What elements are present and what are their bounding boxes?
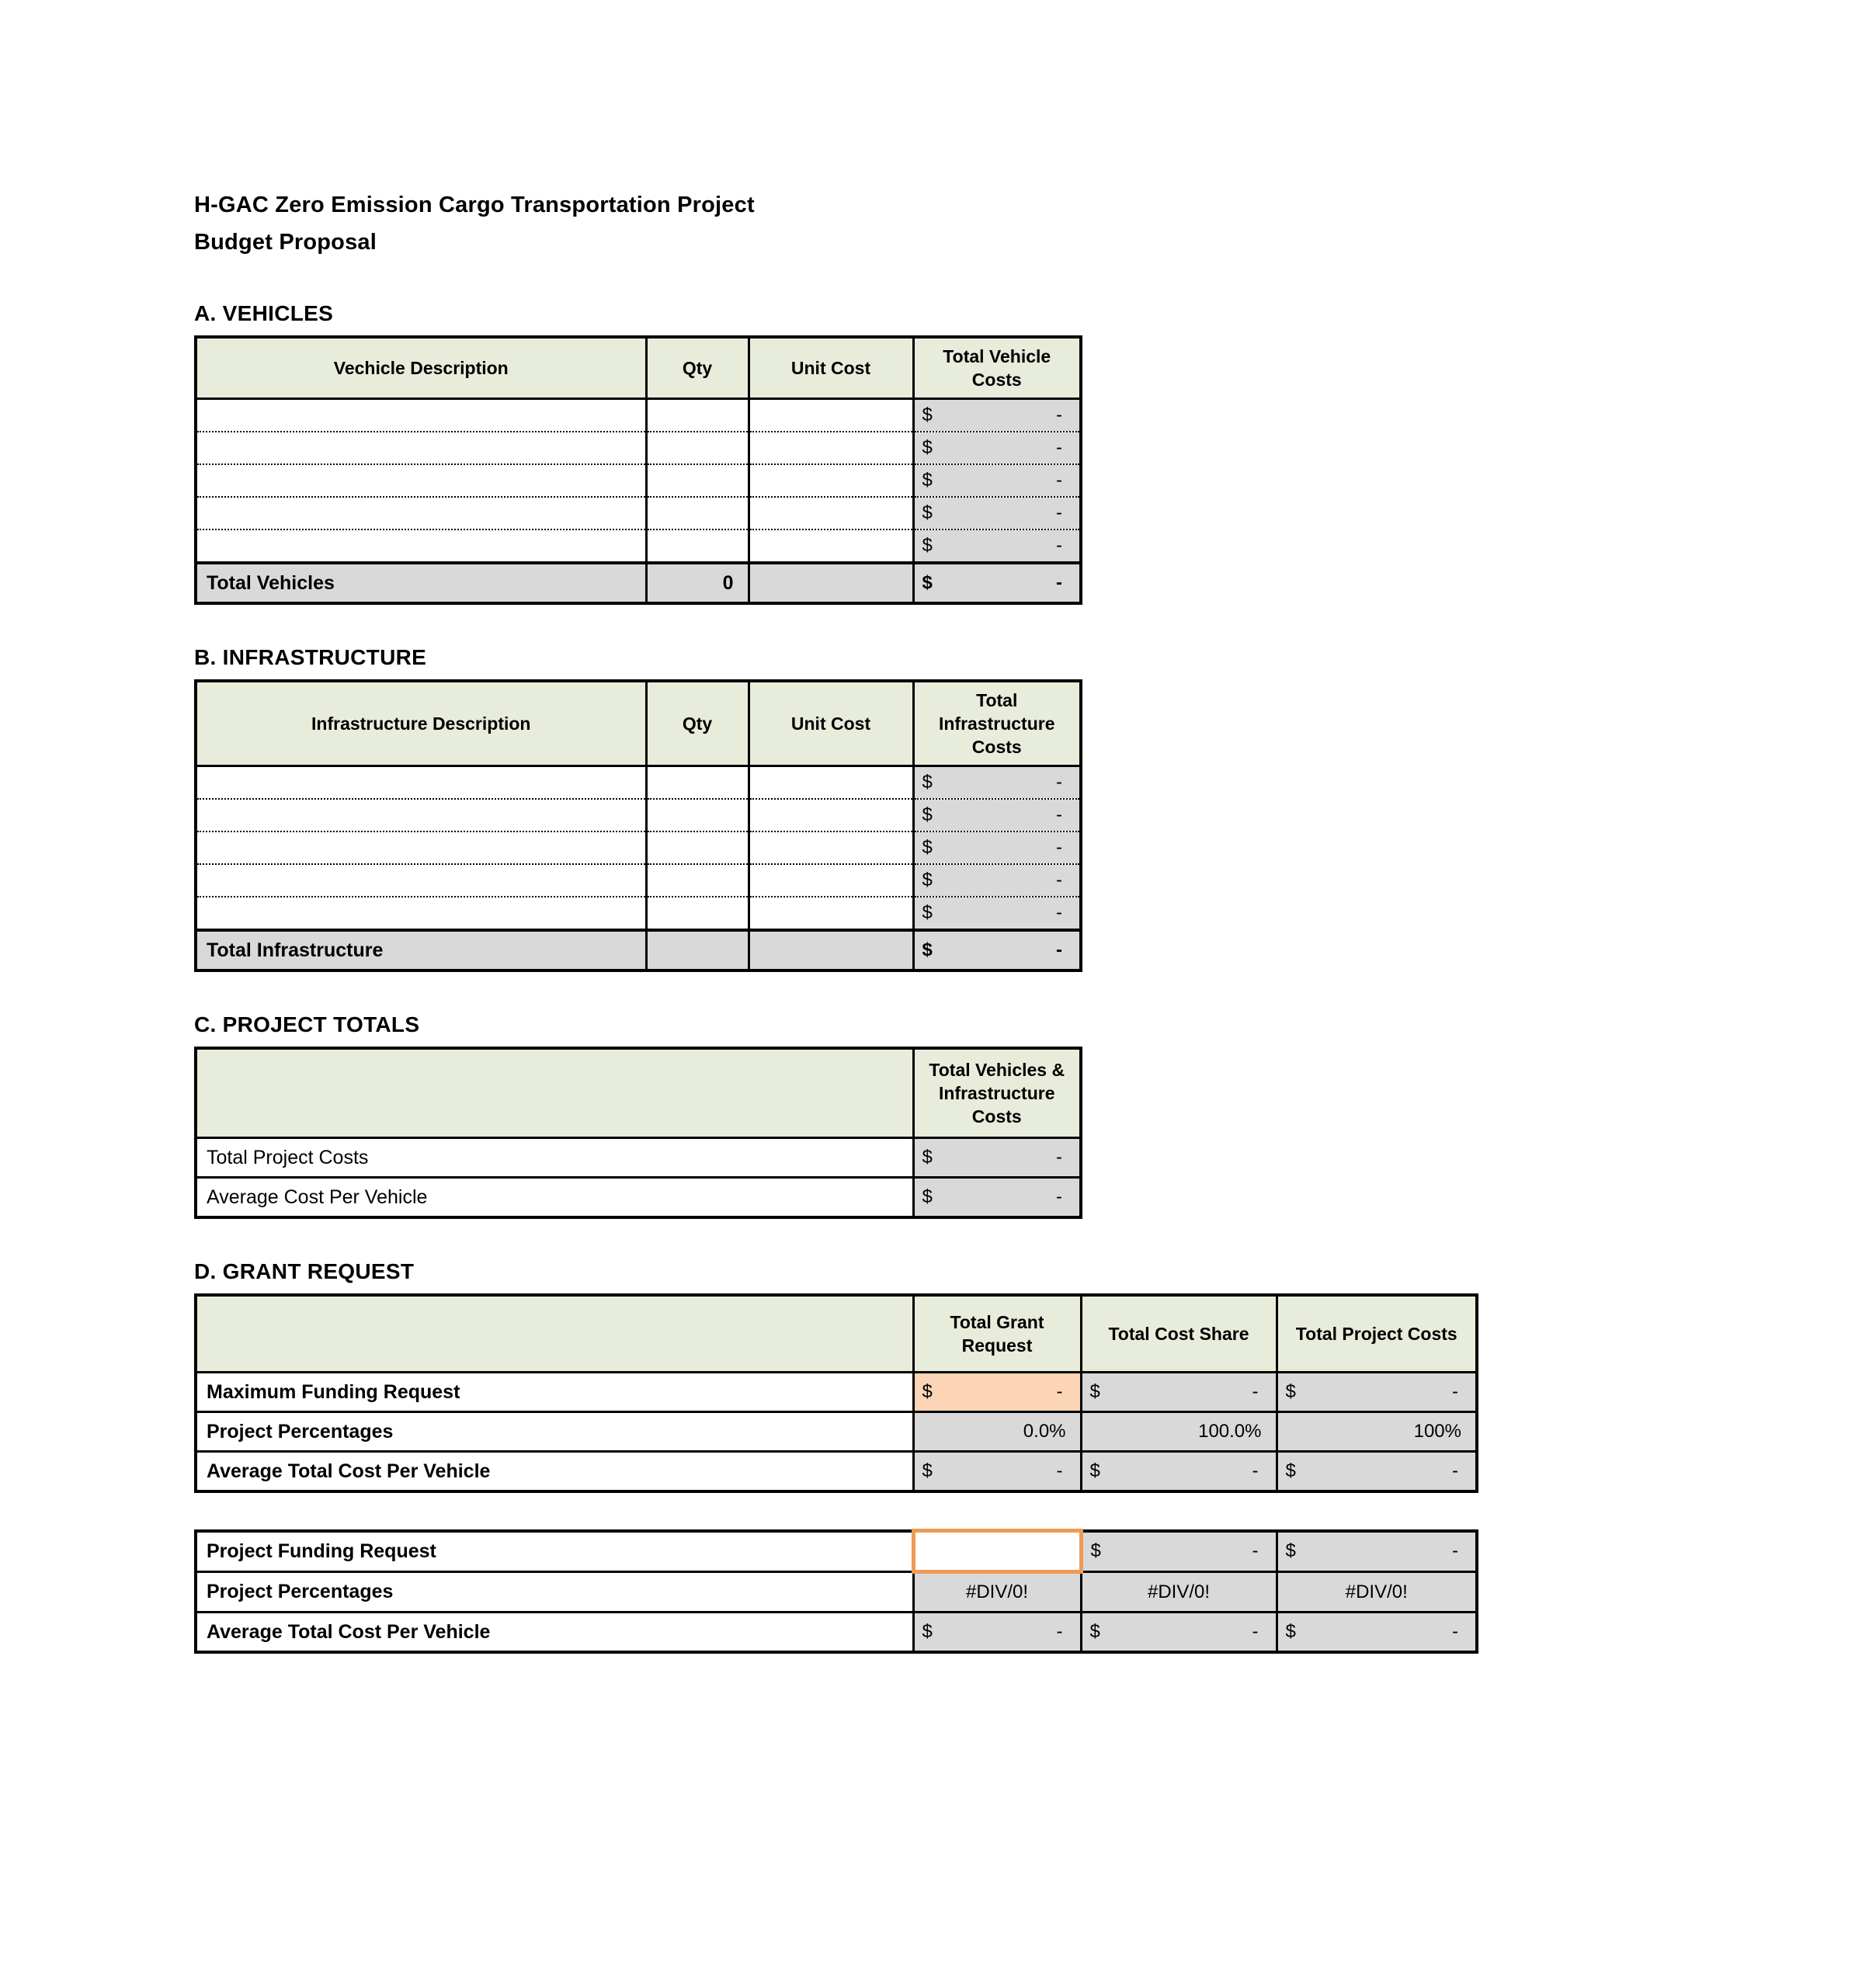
vehicle-description-cell[interactable] (196, 432, 646, 464)
vehicle-qty-cell[interactable] (646, 497, 749, 529)
project-funding-project-value (1277, 1531, 1477, 1572)
total-vehicles-qty: 0 (646, 563, 749, 603)
vehicle-qty-cell[interactable] (646, 399, 749, 432)
amount-value: - (1452, 1540, 1458, 1562)
project-funding-request-label: Project Funding Request (196, 1531, 913, 1572)
project-percentages-label-2: Project Percentages (196, 1572, 913, 1613)
vehicles-total-row (196, 563, 1081, 603)
currency-symbol: $ (922, 1381, 933, 1402)
amount-value: - (1252, 1621, 1259, 1642)
section-a-heading: A. VEHICLES (194, 301, 334, 325)
header-total-grant-request: Total Grant Request (913, 1295, 1081, 1373)
maximum-funding-share-value (1081, 1373, 1277, 1412)
header-vehicle-description: Vechicle Description (196, 337, 646, 399)
table-row[interactable] (196, 831, 1081, 864)
vehicle-unit-cost-cell[interactable] (749, 497, 913, 529)
amount-value: - (1056, 404, 1062, 425)
amount-value: - (1056, 772, 1062, 793)
project-percentages-label-1: Project Percentages (196, 1412, 913, 1452)
amount-value: - (1056, 437, 1062, 458)
table-row[interactable] (196, 432, 1081, 464)
currency-symbol: $ (922, 572, 933, 593)
infrastructure-description-cell[interactable] (196, 766, 646, 800)
project-funding-request-input[interactable] (913, 1531, 1081, 1572)
amount-value: - (1056, 1186, 1062, 1207)
table-row[interactable] (196, 897, 1081, 930)
amount-value: - (1056, 870, 1062, 890)
total-vehicles-amount (913, 563, 1081, 603)
amount-value: - (1056, 804, 1062, 825)
average-total-cost-grant-2 (913, 1613, 1081, 1653)
header-total-vehicles-infrastructure-costs: Total Vehicles & Infrastructure Costs (913, 1048, 1081, 1138)
infrastructure-unit-cost-cell[interactable] (749, 897, 913, 930)
currency-symbol: $ (1089, 1381, 1100, 1402)
average-total-cost-grant-1 (913, 1452, 1081, 1492)
header-total-cost-share: Total Cost Share (1081, 1295, 1277, 1373)
currency-symbol: $ (1089, 1621, 1100, 1642)
currency-symbol: $ (922, 902, 933, 923)
total-infrastructure-qty (646, 930, 749, 970)
amount-value: - (1252, 1381, 1259, 1402)
vehicle-unit-cost-cell[interactable] (749, 464, 913, 497)
infrastructure-total-row (196, 930, 1081, 970)
currency-symbol: $ (922, 404, 933, 425)
infrastructure-qty-cell[interactable] (646, 766, 749, 800)
infrastructure-total-cell (913, 799, 1081, 831)
currency-symbol: $ (922, 535, 933, 556)
vehicle-unit-cost-cell[interactable] (749, 432, 913, 464)
title-line-1: H-GAC Zero Emission Cargo Transportation Project (194, 193, 755, 217)
project-percentage-project-1: 100% (1277, 1412, 1477, 1452)
currency-symbol: $ (1285, 1381, 1296, 1402)
project-funding-request-table (194, 1529, 1478, 1654)
table-row (196, 1613, 1477, 1653)
currency-symbol: $ (922, 1147, 933, 1168)
amount-value: - (1056, 1621, 1063, 1642)
infrastructure-total-cell (913, 897, 1081, 930)
project-percentage-share-2: #DIV/0! (1081, 1572, 1277, 1613)
amount-value: - (1056, 902, 1062, 923)
infrastructure-description-cell[interactable] (196, 897, 646, 930)
currency-symbol: $ (922, 870, 933, 890)
header-total-project-costs: Total Project Costs (1277, 1295, 1477, 1373)
vehicles-table (194, 335, 1082, 605)
infrastructure-description-cell[interactable] (196, 831, 646, 864)
vehicle-description-cell[interactable] (196, 464, 646, 497)
infrastructure-unit-cost-cell[interactable] (749, 766, 913, 800)
average-total-cost-project-2 (1277, 1613, 1477, 1653)
amount-value: - (1056, 939, 1062, 960)
table-row (196, 1412, 1477, 1452)
table-row[interactable] (196, 399, 1081, 432)
project-percentage-project-2: #DIV/0! (1277, 1572, 1477, 1613)
average-cost-per-vehicle-label: Average Cost Per Vehicle (196, 1178, 913, 1218)
header-total-vehicle-costs: Total Vehicle Costs (913, 337, 1081, 399)
currency-symbol: $ (922, 804, 933, 825)
amount-value: - (1056, 470, 1062, 491)
header-infrastructure-description: Infrastructure Description (196, 681, 646, 766)
amount-value: - (1452, 1460, 1458, 1481)
currency-symbol: $ (922, 1621, 933, 1642)
header-blank-c (196, 1048, 913, 1138)
currency-symbol: $ (922, 837, 933, 858)
average-total-cost-share-2 (1081, 1613, 1277, 1653)
infrastructure-qty-cell[interactable] (646, 864, 749, 897)
infrastructure-total-cell (913, 831, 1081, 864)
currency-symbol: $ (922, 772, 933, 793)
project-totals-header-row (196, 1048, 1081, 1138)
table-spacer (194, 1493, 1747, 1529)
currency-symbol: $ (922, 1186, 933, 1207)
infrastructure-description-cell[interactable] (196, 864, 646, 897)
total-infrastructure-label: Total Infrastructure (196, 930, 646, 970)
amount-value: - (1056, 572, 1062, 593)
table-row (196, 1452, 1477, 1492)
header-infrastructure-qty: Qty (646, 681, 749, 766)
infrastructure-unit-cost-cell[interactable] (749, 831, 913, 864)
budget-proposal-page (194, 186, 1747, 1654)
vehicle-unit-cost-cell[interactable] (749, 529, 913, 563)
document-title (194, 186, 1747, 261)
amount-value: - (1056, 1147, 1062, 1168)
infrastructure-total-cell (913, 766, 1081, 800)
project-percentage-share-1: 100.0% (1081, 1412, 1277, 1452)
table-row[interactable] (196, 497, 1081, 529)
vehicle-description-cell[interactable] (196, 399, 646, 432)
section-c-heading: C. PROJECT TOTALS (194, 1012, 420, 1036)
table-row (196, 1178, 1081, 1218)
project-percentage-grant-1: 0.0% (913, 1412, 1081, 1452)
average-total-cost-project-1 (1277, 1452, 1477, 1492)
amount-value: - (1056, 502, 1062, 523)
infrastructure-description-cell[interactable] (196, 799, 646, 831)
currency-symbol: $ (922, 939, 933, 960)
infrastructure-unit-cost-cell[interactable] (749, 864, 913, 897)
average-total-cost-per-vehicle-label-1: Average Total Cost Per Vehicle (196, 1452, 913, 1492)
maximum-funding-grant-value (913, 1373, 1081, 1412)
infrastructure-qty-cell[interactable] (646, 831, 749, 864)
amount-value: - (1452, 1381, 1458, 1402)
table-row[interactable] (196, 799, 1081, 831)
amount-value: - (1252, 1460, 1259, 1481)
infrastructure-total-cell (913, 864, 1081, 897)
currency-symbol: $ (1285, 1540, 1296, 1562)
header-vehicle-qty: Qty (646, 337, 749, 399)
table-row (196, 1531, 1477, 1572)
amount-value: - (1056, 837, 1062, 858)
table-row (196, 1138, 1081, 1178)
infrastructure-qty-cell[interactable] (646, 799, 749, 831)
total-vehicles-label: Total Vehicles (196, 563, 646, 603)
vehicle-total-cell (913, 529, 1081, 563)
table-row (196, 1572, 1477, 1613)
vehicle-description-cell[interactable] (196, 497, 646, 529)
total-infrastructure-amount (913, 930, 1081, 970)
infrastructure-unit-cost-cell[interactable] (749, 799, 913, 831)
maximum-funding-request-label: Maximum Funding Request (196, 1373, 913, 1412)
total-project-costs-label: Total Project Costs (196, 1138, 913, 1178)
currency-symbol: $ (922, 437, 933, 458)
vehicle-description-cell[interactable] (196, 529, 646, 563)
infrastructure-header-row (196, 681, 1081, 766)
currency-symbol: $ (922, 470, 933, 491)
average-total-cost-share-1 (1081, 1452, 1277, 1492)
header-vehicle-unit-cost: Unit Cost (749, 337, 913, 399)
infrastructure-qty-cell[interactable] (646, 897, 749, 930)
table-row[interactable] (196, 529, 1081, 563)
header-total-infrastructure-costs: Total Infrastructure Costs (913, 681, 1081, 766)
table-row[interactable] (196, 464, 1081, 497)
amount-value: - (1056, 1381, 1063, 1402)
title-line-2: Budget Proposal (194, 230, 377, 255)
header-infrastructure-unit-cost: Unit Cost (749, 681, 913, 766)
currency-symbol: $ (1090, 1540, 1101, 1562)
vehicle-total-cell (913, 497, 1081, 529)
table-row[interactable] (196, 766, 1081, 800)
project-funding-share-value (1081, 1531, 1277, 1572)
average-cost-per-vehicle-value (913, 1178, 1081, 1218)
project-totals-table (194, 1047, 1082, 1219)
header-blank-d (196, 1295, 913, 1373)
amount-value: - (1452, 1621, 1458, 1642)
total-vehicles-unit-cost (749, 563, 913, 603)
vehicle-total-cell (913, 464, 1081, 497)
vehicle-qty-cell[interactable] (646, 464, 749, 497)
infrastructure-table (194, 679, 1082, 972)
total-infrastructure-unit-cost (749, 930, 913, 970)
currency-symbol: $ (1285, 1460, 1296, 1481)
table-row[interactable] (196, 864, 1081, 897)
grant-request-table (194, 1293, 1478, 1493)
section-b-heading: B. INFRASTRUCTURE (194, 645, 427, 669)
currency-symbol: $ (1285, 1621, 1296, 1642)
total-project-costs-value (913, 1138, 1081, 1178)
average-total-cost-per-vehicle-label-2: Average Total Cost Per Vehicle (196, 1613, 913, 1653)
grant-request-header-row (196, 1295, 1477, 1373)
table-row (196, 1373, 1477, 1412)
amount-value: - (1252, 1540, 1259, 1562)
section-d-heading: D. GRANT REQUEST (194, 1259, 415, 1283)
currency-symbol: $ (1089, 1460, 1100, 1481)
maximum-funding-project-value (1277, 1373, 1477, 1412)
amount-value: - (1056, 535, 1062, 556)
vehicle-unit-cost-cell[interactable] (749, 399, 913, 432)
vehicle-total-cell (913, 432, 1081, 464)
project-percentage-grant-2: #DIV/0! (913, 1572, 1081, 1613)
vehicle-qty-cell[interactable] (646, 529, 749, 563)
currency-symbol: $ (922, 1460, 933, 1481)
vehicle-total-cell (913, 399, 1081, 432)
vehicle-qty-cell[interactable] (646, 432, 749, 464)
currency-symbol: $ (922, 502, 933, 523)
amount-value: - (1056, 1460, 1063, 1481)
vehicles-header-row (196, 337, 1081, 399)
